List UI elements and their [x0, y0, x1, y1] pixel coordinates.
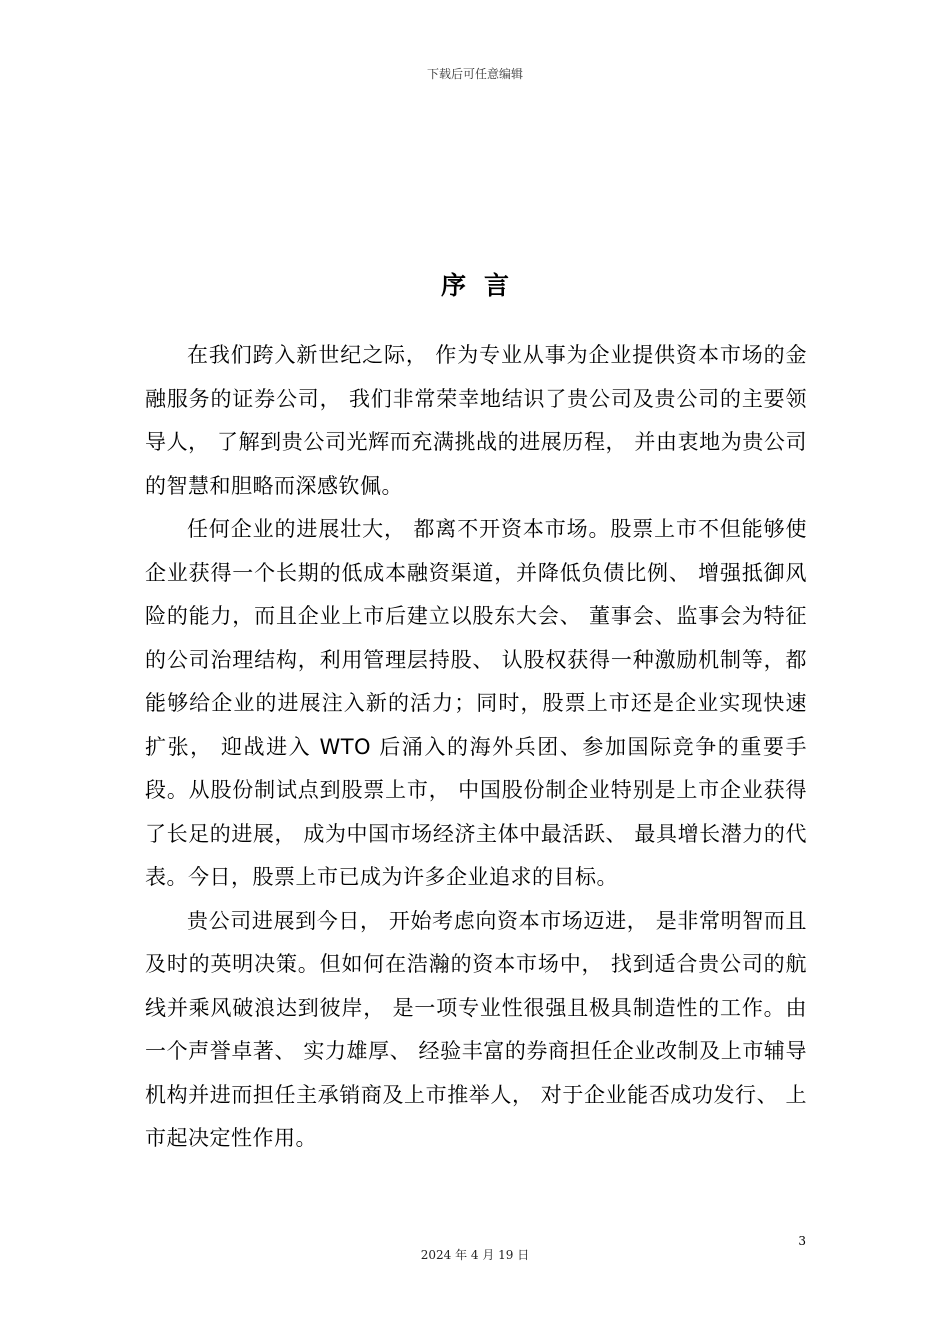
- page-number: 3: [798, 1234, 806, 1248]
- paragraph: 在我们跨入新世纪之际， 作为专业从事为企业提供资本市场的金融服务的证券公司， 我们非常荣幸地结识了贵公司及贵公司的主要领导人， 了解到贵公司光辉而充满挑战的进展历程， 并由衷地为贵公司的智慧和胆略而深感钦佩。: [145, 343, 807, 498]
- paragraph: 贵公司进展到今日， 开始考虑向资本市场迈进， 是非常明智而且及时的英明决策。但如何在浩瀚的资本市场中， 找到适合贵公司的航线并乘风破浪达到彼岸， 是一项专业性很强且极具制造性的工作。由一个声誉卓著、 实力雄厚、 经验丰富的券商担任企业改制及上市辅导机构并进而担任主承销商及上市推举人， 对于企业能否成功发行、 上市起决定性作用。: [145, 908, 807, 1150]
- document-title: 序言: [440, 271, 527, 300]
- footer-date: 2024 年 4 月 19 日: [420, 1248, 530, 1262]
- document-body: [145, 334, 807, 1161]
- paragraph: 任何企业的进展壮大， 都离不开资本市场。股票上市不但能够使企业获得一个长期的低成本融资渠道，并降低负债比例、 增强抵御风险的能力，而且企业上市后建立以股东大会、 董事会、监事会为特征的公司治理结构，利用管理层持股、 认股权获得一种激励机制等，都能够给企业的进展注入新的活力；同时，股票上市还是企业实现快速扩张， 迎战进入 WTO 后涌入的海外兵团、参加国际竞争的重要手段。从股份制试点到股票上市， 中国股份制企业特别是上市企业获得了长足的进展， 成为中国市场经济主体中最活跃、 最具增长潜力的代表。今日，股票上市已成为许多企业追求的目标。: [145, 517, 807, 889]
- page-header-note: 下载后可任意编辑: [426, 67, 523, 81]
